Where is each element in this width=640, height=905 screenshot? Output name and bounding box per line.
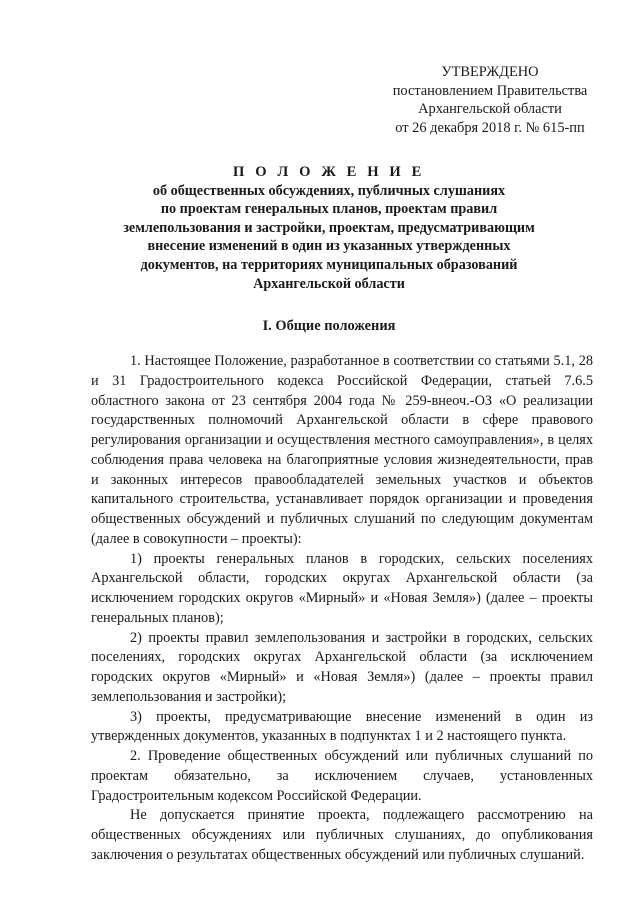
document-body — [91, 352, 593, 866]
paragraph: 3) проекты, предусматривающие внесение изменений в один из утвержденных документов, указанных в подпунктах 1 и 2 настоящего пункта. — [91, 708, 593, 745]
approval-label: УТВЕРЖДЕНО — [441, 64, 539, 80]
document-subtitle-line: Архангельской области — [253, 275, 405, 292]
document-title: П О Л О Ж Е Н И Е — [233, 164, 425, 180]
section-heading: I. Общие положения — [262, 318, 396, 334]
approval-date-number: от 26 декабря 2018 г. № 615-пп — [395, 119, 585, 136]
document-title-block — [90, 163, 568, 293]
document-subtitle-line: по проектам генеральных планов, проектам правил — [160, 201, 498, 218]
approval-region: Архангельской области — [418, 101, 562, 117]
document-subtitle-line: об общественных обсуждениях, публичных слушаниях — [152, 182, 506, 199]
document-subtitle-line: внесение изменений в один из указанных утвержденных — [147, 238, 511, 255]
approval-stamp — [372, 63, 608, 137]
document-subtitle-line: документов, на территориях муниципальных образований — [140, 256, 518, 273]
paragraph: 1. Настоящее Положение, разработанное в соответствии со статьями 5.1, 28 и 31 Градостроительного кодекса Российской Федерации, статьей 7.6.5 областного закона от 23 сентября 2004 года № 259-внеоч.-ОЗ «О реализации государственных полномочий Архангельской области в сфере правового регулирования организации и осуществления местного самоуправления», в целях соблюдения права человека на благоприятные условия жизнедеятельности, прав и законных интересов правообладателей земельных участков и объектов капитального строительства, устанавливает порядок организации и проведения общественных обсуждений и публичных слушаний по следующим документам (далее в совокупности – проекты): — [91, 353, 593, 547]
approval-decree: постановлением Правительства — [392, 82, 588, 99]
paragraph: Не допускается принятие проекта, подлежащего рассмотрению на общественных обсуждениях или публичных слушаниях, до опубликования заключения о результатах общественных обсуждений или публичных слушаний. — [91, 807, 593, 863]
paragraph: 1) проекты генеральных планов в городских, сельских поселениях Архангельской области, городских округах Архангельской области (за исключением городских округов «Мирный» и «Новая Земля») (далее – проекты генеральных планов); — [91, 550, 593, 626]
document-subtitle-line: землепользования и застройки, проектам, предусматривающим — [123, 219, 535, 236]
paragraph: 2) проекты правил землепользования и застройки в городских, сельских поселениях, городских округах Архангельской области (за исключением городских округов «Мирный» и «Новая Земля») (далее – проекты правил землепользования и застройки); — [91, 629, 593, 705]
paragraph: 2. Проведение общественных обсуждений или публичных слушаний по проектам обязательно, за исключением случаев, установленных Градостроительным кодексом Российской Федерации. — [91, 748, 593, 804]
